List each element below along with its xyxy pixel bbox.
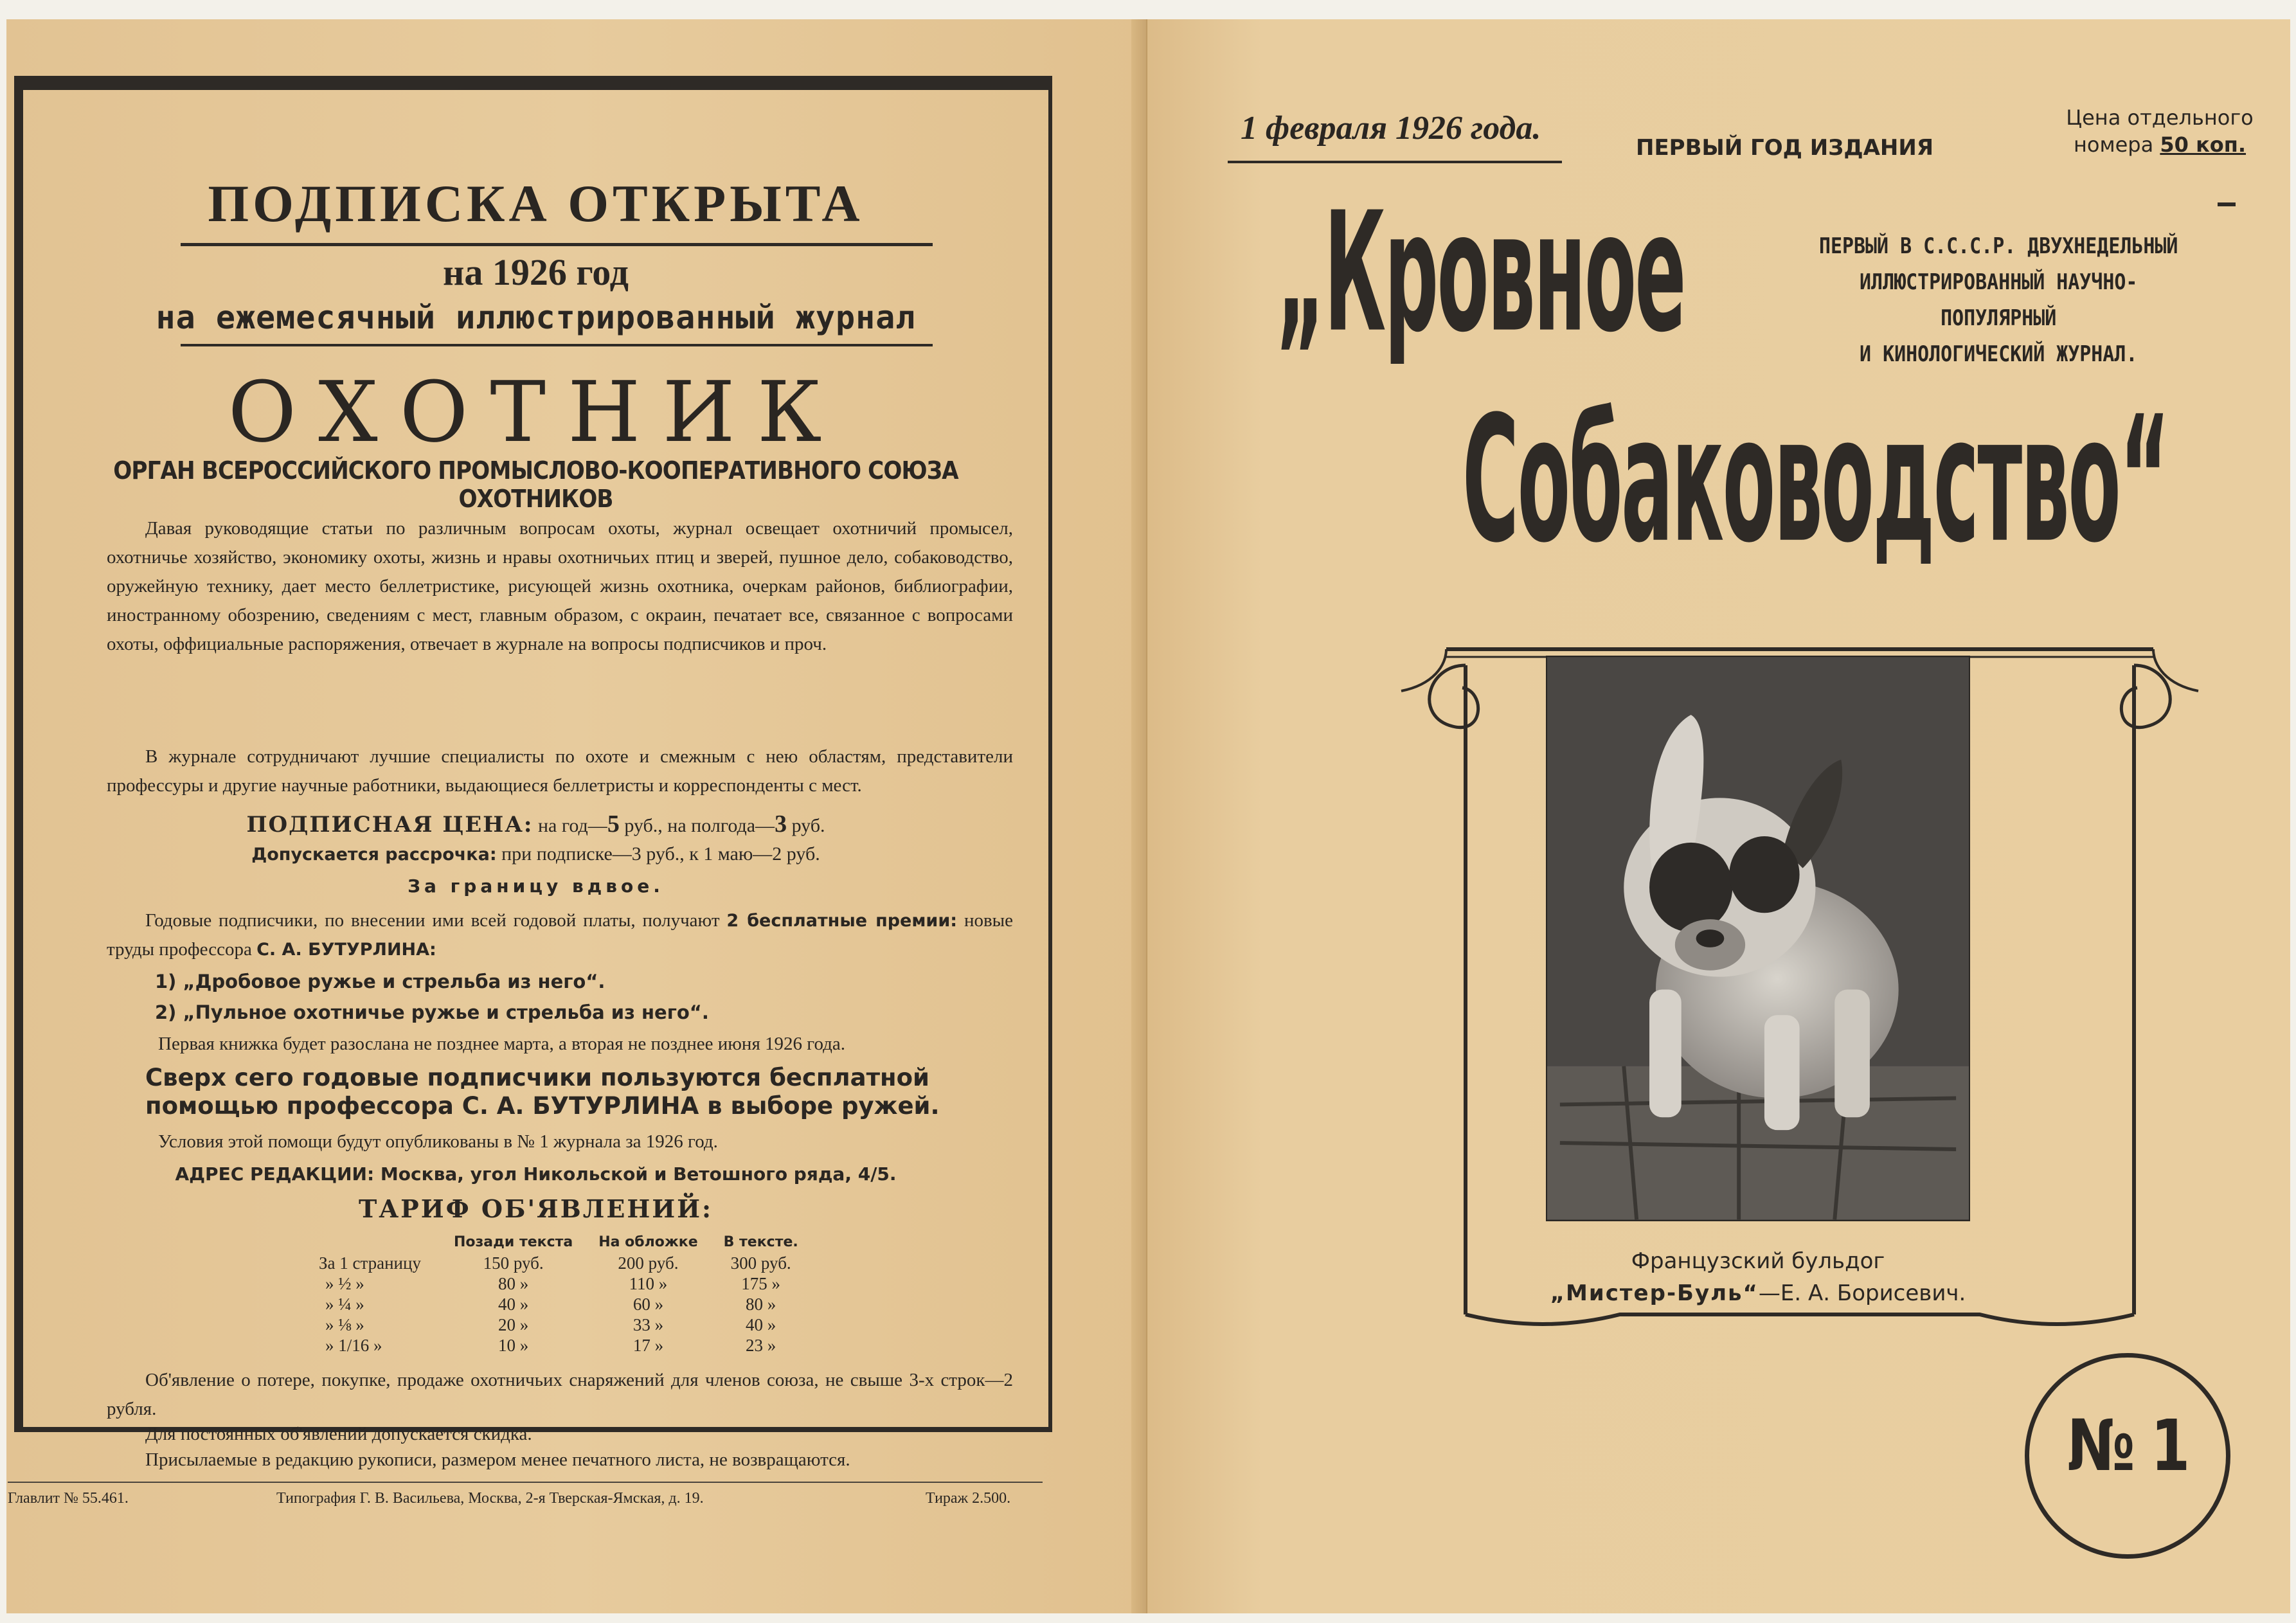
masthead-line-1: „Кровное — [1276, 177, 1685, 369]
issue-date: 1 февраля 1926 года. — [1241, 110, 1541, 147]
help-terms: Условия этой помощи будут опубликованы в № 1 журнала за 1926 год. — [158, 1131, 718, 1152]
imprint-printer: Типография Г. В. Васильева, Москва, 2-я Тверская-Ямская, д. 19. — [276, 1490, 704, 1507]
imprint-glavlit: Главлит № 55.461. — [8, 1490, 129, 1507]
tariff-cell: 33 » — [632, 1314, 664, 1334]
staff-paragraph: В журнале сотрудничают лучшие специалисты по охоте и смежным с нею областям, представители профессуры и другие научные работники, выдающиеся беллетристы и корреспонденты с мест. — [107, 746, 1013, 796]
premium-bold: 2 бесплатные премии: — [726, 911, 958, 931]
abroad-line: За границу вдвое. — [408, 875, 664, 897]
tariff-table — [319, 1231, 811, 1356]
tariff-row — [319, 1314, 811, 1335]
premium-book: 1) „Дробовое ружье и стрельба из него“. — [155, 971, 605, 992]
tariff-cell: » 1/16 » — [325, 1335, 382, 1355]
loss-paragraph: Об'явление о потере, покупке, продаже охотничьих снаряжений для членов союза, не свыше 3-х строк—2 рубля. — [107, 1370, 1013, 1419]
tariff-header-row — [319, 1231, 811, 1253]
tariff-cell: 10 » — [498, 1335, 529, 1355]
installment-line — [23, 843, 1048, 865]
tariff-cell: 175 » — [741, 1273, 781, 1293]
ink-mark — [2218, 202, 2236, 206]
tariff-header: Позади текста — [454, 1233, 573, 1250]
price-text: на год— — [537, 815, 607, 836]
manuscripts-line: Присылаемые в редакцию рукописи, размером менее печатного листа, не возвращаются. — [145, 1449, 850, 1470]
tagline-line: ИЛЛЮСТРИРОВАННЫЙ НАУЧНО-ПОПУЛЯРНЫЙ — [1860, 269, 2138, 331]
tariff-cell: 60 » — [632, 1294, 664, 1314]
tariff-cell: 17 » — [632, 1335, 664, 1355]
tagline — [1806, 228, 2191, 372]
imprint-rule — [8, 1482, 1043, 1483]
first-book-line: Первая книжка будет разослана не позднее марта, а вторая не позднее июня 1926 года. — [158, 1034, 845, 1054]
premium-text-2: новые труды профессора — [107, 910, 1014, 960]
tariff-header: В тексте. — [723, 1233, 798, 1250]
price-label: ПОДПИСНАЯ ЦЕНА: — [246, 812, 534, 838]
tariff-header: На обложке — [598, 1233, 698, 1250]
intro-paragraph: Давая руководящие статьи по различным вопросам охоты, журнал освещает охотничий промысел, охотничье хозяйство, экономику охоты, жизнь и нравы охотничьих птиц и зверей, пушное дело, собаководство, оружейную технику, дает место беллетристике, рисующей жизнь охотника, очеркам районов, библиографии, иностранному обозрению, сведениям с мест, главным образом, с окраин, печатает все, связанное с вопросами охоты, оффициальные распоряжения, отвечает в журнале на вопросы подписчиков и проч. — [107, 518, 1013, 654]
tagline-line: И КИНОЛОГИЧЕСКИЙ ЖУРНАЛ. — [1860, 341, 2138, 367]
subscription-price — [23, 810, 1048, 838]
photo-caption-owner — [1520, 1280, 1996, 1306]
subscription-title: ПОДПИСКА ОТКРЫТА — [208, 174, 864, 233]
tariff-cell: 80 » — [746, 1294, 776, 1314]
first-year-label: ПЕРВЫЙ ГОД ИЗДАНИЯ — [1636, 135, 1934, 161]
price-line: Цена отдельного — [2066, 105, 2254, 130]
year-line: на 1926 год — [443, 251, 629, 293]
owner-name: —Е. А. Борисевич. — [1758, 1280, 1966, 1306]
issue-number: № 1 — [2067, 1404, 2189, 1487]
date-rule — [1228, 161, 1562, 163]
monthly-line: на ежемесячный иллюстрированный журнал — [156, 299, 916, 336]
tariff-row — [319, 1253, 811, 1273]
installment-text: при подписке—3 руб., к 1 маю—2 руб. — [501, 843, 820, 865]
tagline-line: ПЕРВЫЙ В С.С.С.Р. ДВУХНЕДЕЛЬНЫЙ — [1818, 233, 2178, 259]
dog-name: „Мистер-Буль“ — [1550, 1280, 1759, 1306]
tariff-cell: 80 » — [498, 1273, 529, 1293]
tariff-cell: » ⅛ » — [325, 1314, 364, 1334]
premium-book: 2) „Пульное охотничье ружье и стрельба из него“. — [155, 1001, 709, 1023]
masthead-line-2: Собаководство“ — [1462, 379, 2169, 582]
tariff-cell: » ¼ » — [325, 1294, 364, 1314]
magazine-name: ОХОТНИК — [228, 363, 844, 461]
tariff-cell: За 1 страницу — [319, 1253, 421, 1273]
price-half: 3 — [775, 811, 787, 838]
premium-paragraph — [107, 906, 1013, 964]
organ-line: ОРГАН ВСЕРОССИЙСКОГО ПРОМЫСЛОВО-КООПЕРАТИВНОГО СОЮЗА ОХОТНИКОВ — [113, 456, 958, 513]
subscription-ad — [14, 76, 1052, 1470]
tariff-cell: 110 » — [629, 1273, 668, 1293]
tariff-cell: » ½ » — [325, 1273, 364, 1293]
price-value: 50 коп. — [2160, 132, 2247, 157]
tariff-cell: 300 руб. — [730, 1253, 791, 1273]
tariff-title: ТАРИФ ОБ'ЯВЛЕНИЙ: — [358, 1194, 713, 1223]
price-text: руб., на полгода— — [624, 815, 775, 836]
tariff-cell: 40 » — [746, 1314, 776, 1334]
price-text: руб. — [791, 815, 825, 836]
discount-line: Для постоянных об'явлений допускается скидка. — [145, 1424, 532, 1444]
imprint-run: Тираж 2.500. — [926, 1490, 1011, 1507]
editorial-address: АДРЕС РЕДАКЦИИ: Москва, угол Никольской и Ветошного ряда, 4/5. — [175, 1163, 897, 1185]
premium-author: С. А. БУТУРЛИНА: — [256, 940, 436, 960]
price-line-2 — [2044, 131, 2275, 158]
premium-text: Годовые подписчики, по внесении ими всей годовой платы, получают — [145, 910, 720, 931]
monthly-rule — [181, 344, 933, 346]
single-issue-price — [2044, 104, 2275, 158]
tariff-cell: 150 руб. — [483, 1253, 544, 1273]
tariff-cell: 200 руб. — [618, 1253, 679, 1273]
title-rule — [181, 243, 933, 246]
price-word: номера — [2073, 132, 2154, 157]
tariff-cell: 40 » — [498, 1294, 529, 1314]
tariff-cell: 23 » — [746, 1335, 776, 1355]
photo-caption: Французский бульдог — [1631, 1248, 1885, 1274]
price-year: 5 — [607, 811, 620, 838]
bulldog-photo — [1546, 656, 1970, 1221]
tariff-header — [319, 1231, 441, 1253]
installment-label: Допускается рассрочка: — [251, 845, 497, 865]
tariff-cell: 20 » — [498, 1314, 529, 1334]
bulldog-image — [1547, 657, 1969, 1220]
tariff-row — [319, 1335, 811, 1356]
help-paragraph: Сверх сего годовые подписчики пользуются бесплатной помощью профессора С. А. БУТУРЛИНА в выборе ружей. — [145, 1064, 940, 1120]
tariff-row — [319, 1294, 811, 1314]
tariff-row — [319, 1273, 811, 1294]
